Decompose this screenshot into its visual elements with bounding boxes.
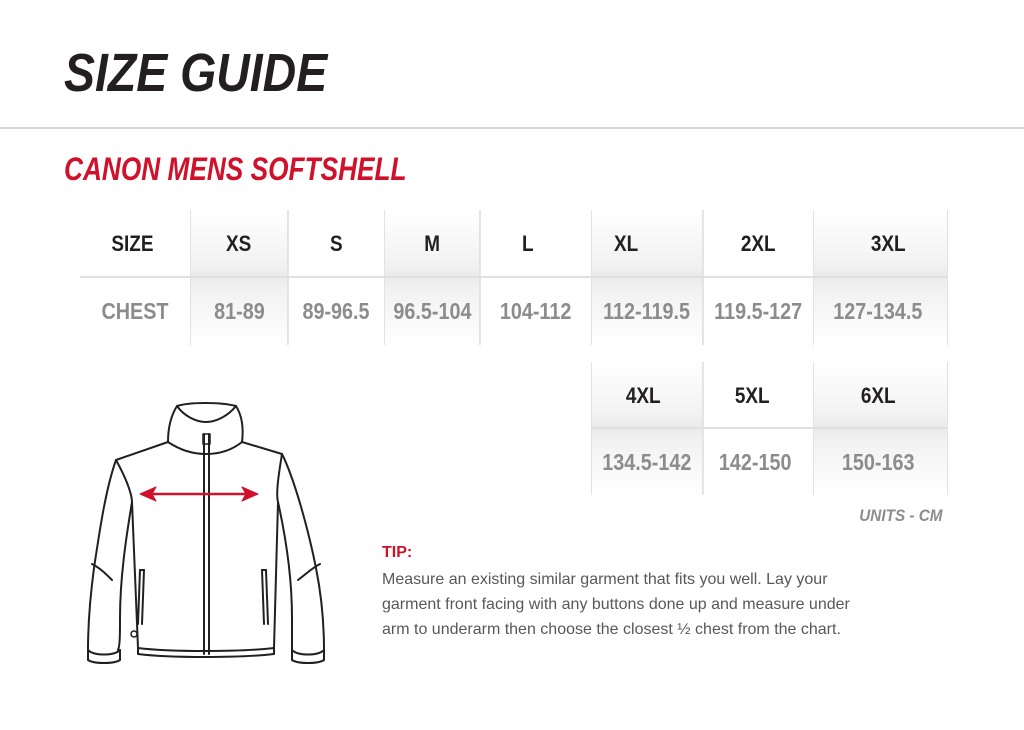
size-header-5xl: 5XL (734, 382, 770, 408)
size-header-l: L (522, 231, 534, 256)
title-divider (0, 127, 1024, 129)
chest-value-5xl: 142-150 (718, 448, 792, 475)
size-header-4xl: 4XL (625, 382, 661, 408)
size-header-m: M (424, 231, 440, 256)
chest-value-3xl: 127-134.5 (833, 298, 923, 324)
units-note: UNITS - CM (859, 506, 943, 525)
row-label-size: SIZE (110, 231, 154, 256)
product-title: CANON MENS SOFTSHELL (64, 151, 407, 187)
size-header-6xl: 6XL (860, 382, 896, 408)
size-table-primary (80, 210, 948, 345)
jacket-chest-measurement-icon (80, 398, 346, 668)
size-header-xs: XS (226, 231, 252, 256)
chest-value-xl: 112-119.5 (603, 298, 691, 324)
chest-value-l: 104-112 (499, 298, 572, 324)
page-title: SIZE GUIDE (64, 43, 328, 103)
chest-value-6xl: 150-163 (841, 448, 915, 475)
tip-label: TIP: (382, 544, 413, 561)
size-header-3xl: 3XL (870, 231, 906, 256)
chest-value-s: 89-96.5 (302, 298, 370, 324)
tip-line: garment front facing with any buttons done up and measure under (382, 596, 850, 613)
tip-line: arm to underarm then choose the closest ½ chest from the chart. (382, 621, 841, 638)
tip-text (382, 567, 927, 642)
chest-value-2xl: 119.5-127 (713, 298, 802, 324)
chest-value-m: 96.5-104 (392, 298, 472, 324)
chest-value-xs: 81-89 (213, 298, 265, 324)
size-header-s: S (329, 231, 343, 256)
chest-value-4xl: 134.5-142 (602, 448, 692, 475)
row-label-chest: CHEST (101, 298, 169, 324)
tip-line: Measure an existing similar garment that fits you well. Lay your (382, 571, 828, 588)
size-table-extended (591, 362, 948, 495)
size-header-2xl: 2XL (740, 231, 776, 256)
size-header-xl: XL (613, 231, 639, 256)
